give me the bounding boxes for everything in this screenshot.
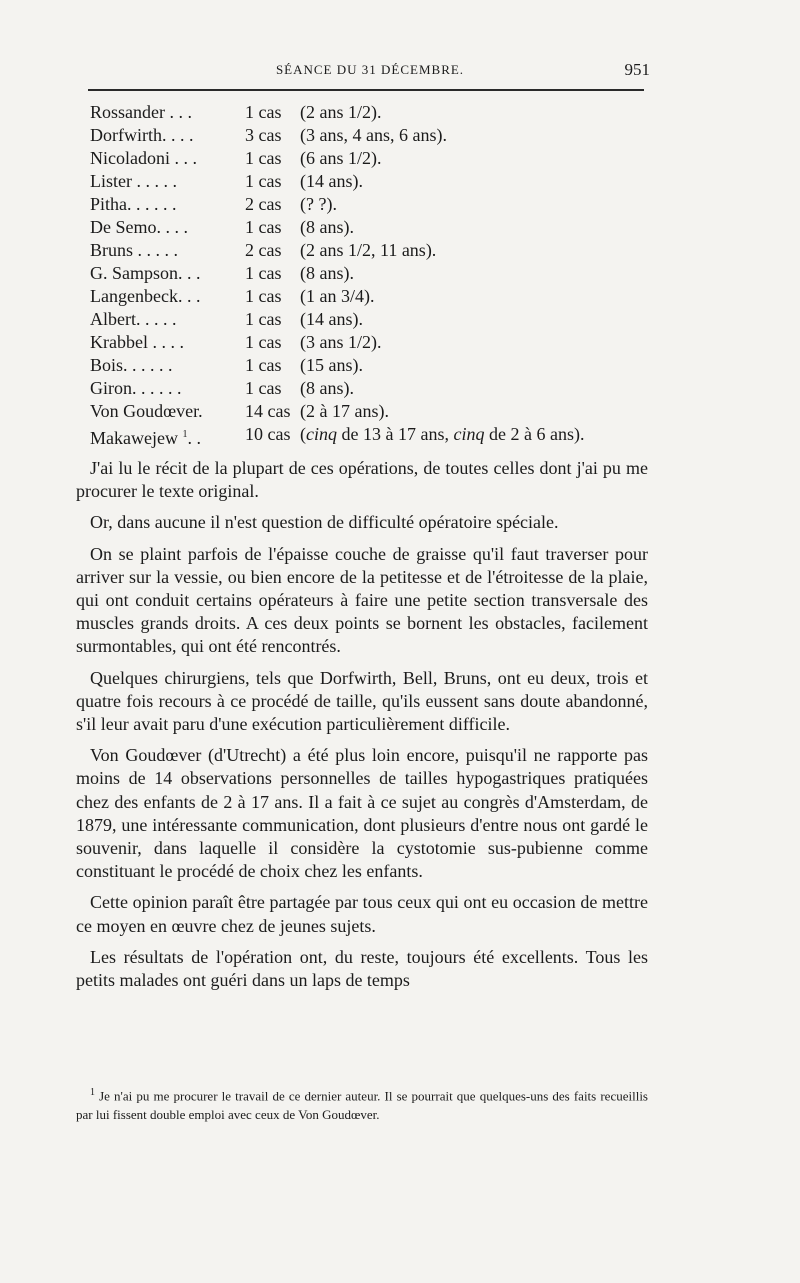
surgeon-name: G. Sampson. . . [90, 263, 201, 283]
surgeon-name: De Semo. . . . [90, 217, 188, 237]
surgeon-name [90, 423, 201, 450]
case-count: 1 cas [245, 378, 282, 398]
case-count: 1 cas [245, 148, 282, 168]
case-row [90, 377, 660, 400]
case-ages: (8 ans). [300, 263, 354, 283]
page-header [88, 60, 652, 82]
case-ages [300, 423, 584, 446]
case-ages: (14 ans). [300, 309, 363, 329]
case-row [90, 147, 660, 170]
case-row [90, 101, 660, 124]
case-row [90, 331, 660, 354]
surgeon-name: Nicoladoni . . . [90, 148, 197, 168]
detail-italic-1: cinq [306, 424, 337, 444]
case-count: 1 cas [245, 102, 282, 122]
surgeon-name: Bruns . . . . . [90, 240, 179, 260]
case-ages: (3 ans 1/2). [300, 332, 382, 352]
case-count: 1 cas [245, 217, 282, 237]
case-ages: (2 à 17 ans). [300, 401, 389, 421]
case-row [90, 354, 660, 377]
case-count: 14 cas [245, 401, 291, 421]
surgeon-name: Bois. . . . . . [90, 355, 173, 375]
case-ages: (8 ans). [300, 217, 354, 237]
running-title: SÉANCE DU 31 DÉCEMBRE. [275, 62, 465, 77]
footnote-text: Je n'ai pu me procurer le travail de ce dernier auteur. Il se pourrait que quelques-uns des faits recueillis par lui fissent double emploi avec ceux de Von Goudœver. [76, 1088, 648, 1123]
case-count: 1 cas [245, 286, 282, 306]
surgeon-name: Lister . . . . . [90, 171, 177, 191]
case-count: 1 cas [245, 355, 282, 375]
case-count: 3 cas [245, 125, 282, 145]
case-count: 1 cas [245, 171, 282, 191]
case-row [90, 124, 660, 147]
leader-dots: . . [187, 428, 201, 448]
case-count: 2 cas [245, 194, 282, 214]
surgeon-name: Rossander . . . [90, 102, 192, 122]
case-count: 10 cas [245, 424, 291, 444]
paragraph: On se plaint parfois de l'épaisse couche de graisse qu'il faut traverser pour arriver sur la vessie, ou bien encore de la petitesse et de l'étroitesse de la plaie, qui ont conduit certains opérateurs à faire une petite section transversale des muscles grands droits. A ces deux points se bornent les obstacles, facilement surmontables, qui ont été rencontrés. [76, 543, 648, 657]
surgeon-name: Giron. . . . . . [90, 378, 182, 398]
case-row [90, 216, 660, 239]
footnote-reference: 1 [182, 429, 188, 440]
case-row [90, 170, 660, 193]
case-row [90, 285, 660, 308]
surgeon-name: Albert. . . . . [90, 309, 177, 329]
surgeon-name: Krabbel . . . . [90, 332, 184, 352]
surgeon-name: Langenbeck. . . [90, 286, 201, 306]
paragraph: J'ai lu le récit de la plupart de ces opérations, de toutes celles dont j'ai pu me procurer le texte original. [76, 458, 648, 502]
case-count: 1 cas [245, 263, 282, 283]
case-count: 1 cas [245, 309, 282, 329]
case-ages: (1 an 3/4). [300, 286, 375, 306]
detail-close: de 2 à 6 ans). [484, 424, 585, 444]
detail-italic-2: cinq [453, 424, 485, 444]
body-text [76, 457, 648, 1000]
detail-open: ( [300, 424, 306, 444]
case-row [90, 400, 660, 423]
detail-middle: de 13 à 17 ans, [337, 424, 454, 444]
surgeon-name-text: Makawejew [90, 428, 178, 448]
case-row [90, 262, 660, 285]
case-row [90, 239, 660, 262]
paragraph: Cette opinion paraît être partagée par tous ceux qui ont eu occasion de mettre ce moyen en œuvre chez de jeunes sujets. [76, 892, 648, 936]
paragraph: Von Goudœver (d'Utrecht) a été plus loin encore, puisqu'il ne rapporte pas moins de 14 observations personnelles de tailles hypogastriques pratiquées chez des enfants de 2 à 17 ans. Il a fait à ce sujet au congrès d'Amsterdam, de 1879, une intéressante communication, dont plusieurs d'entre nous ont gardé le souvenir, dans laquelle il considère la cystotomie sus-pubienne comme constituant le procédé de choix chez les enfants. [76, 745, 648, 882]
paragraph: Quelques chirurgiens, tels que Dorfwirth, Bell, Bruns, ont eu deux, trois et quatre fois recours à ce procédé de taille, qu'ils eussent sans doute abandonné, s'il leur avait paru d'une exécution particulièrement difficile. [76, 667, 648, 735]
footnote-mark: 1 [90, 1087, 95, 1098]
page-number: 951 [624, 60, 650, 79]
case-ages: (14 ans). [300, 171, 363, 191]
paragraph: Or, dans aucune il n'est question de difficulté opératoire spéciale. [90, 512, 559, 533]
case-ages: (2 ans 1/2, 11 ans). [300, 240, 437, 260]
surgeon-name: Pitha. . . . . . [90, 194, 177, 214]
case-ages: (2 ans 1/2). [300, 102, 382, 122]
case-ages: (8 ans). [300, 378, 354, 398]
case-row [90, 193, 660, 216]
case-ages: (? ?). [300, 194, 337, 214]
footnote [76, 1083, 648, 1124]
case-ages: (6 ans 1/2). [300, 148, 382, 168]
case-count: 2 cas [245, 240, 282, 260]
header-rule [88, 89, 644, 91]
surgeon-name: Von Goudœver. [90, 401, 203, 421]
case-ages: (3 ans, 4 ans, 6 ans). [300, 125, 447, 145]
case-ages: (15 ans). [300, 355, 363, 375]
case-row [90, 308, 660, 331]
surgeon-name: Dorfwirth. . . . [90, 125, 194, 145]
case-list [90, 101, 660, 446]
paragraph: Les résultats de l'opération ont, du reste, toujours été excellents. Tous les petits malades ont guéri dans un laps de temps [76, 946, 648, 991]
case-count: 1 cas [245, 332, 282, 352]
case-row [90, 423, 660, 446]
